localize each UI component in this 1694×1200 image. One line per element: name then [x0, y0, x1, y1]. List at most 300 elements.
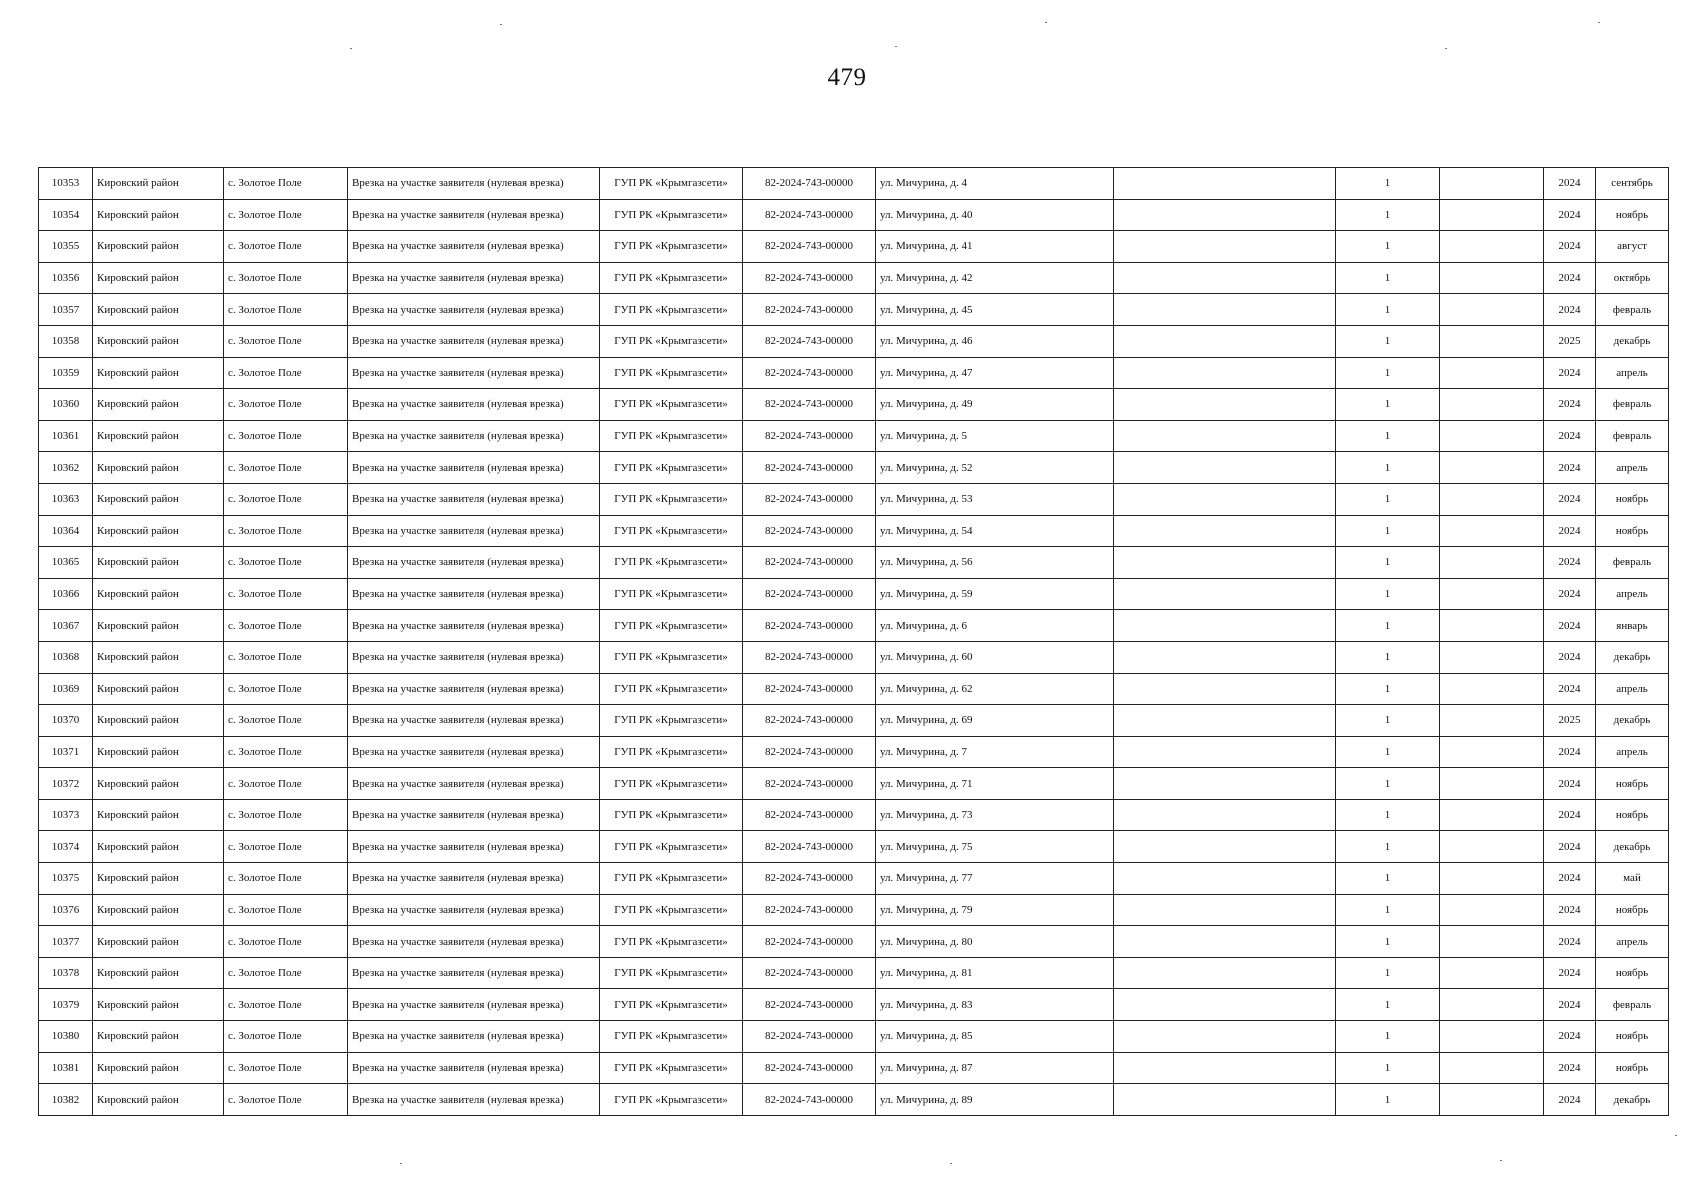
organization-cell: ГУП РК «Крымгазсети»: [600, 799, 743, 831]
organization-cell: ГУП РК «Крымгазсети»: [600, 452, 743, 484]
address-cell: ул. Мичурина, д. 71: [876, 768, 1114, 800]
organization-cell: ГУП РК «Крымгазсети»: [600, 325, 743, 357]
quantity-cell: 1: [1336, 705, 1440, 737]
work-type-cell: Врезка на участке заявителя (нулевая врезка): [348, 926, 600, 958]
code-cell: 82-2024-743-00000: [743, 547, 876, 579]
work-type-cell: Врезка на участке заявителя (нулевая врезка): [348, 1052, 600, 1084]
village-cell: с. Золотое Поле: [224, 926, 348, 958]
code-cell: 82-2024-743-00000: [743, 168, 876, 200]
organization-cell: ГУП РК «Крымгазсети»: [600, 389, 743, 421]
empty-cell: [1440, 926, 1544, 958]
district-cell: Кировский район: [93, 325, 224, 357]
work-type-cell: Врезка на участке заявителя (нулевая врезка): [348, 389, 600, 421]
empty-cell: [1440, 262, 1544, 294]
quantity-cell: 1: [1336, 1084, 1440, 1116]
empty-cell: [1440, 831, 1544, 863]
year-cell: 2024: [1544, 389, 1596, 421]
empty-cell: [1114, 1052, 1336, 1084]
village-cell: с. Золотое Поле: [224, 483, 348, 515]
quantity-cell: 1: [1336, 389, 1440, 421]
year-cell: 2024: [1544, 610, 1596, 642]
district-cell: Кировский район: [93, 547, 224, 579]
work-type-cell: Врезка на участке заявителя (нулевая врезка): [348, 673, 600, 705]
empty-cell: [1440, 957, 1544, 989]
quantity-cell: 1: [1336, 641, 1440, 673]
table-row: [39, 357, 1669, 389]
code-cell: 82-2024-743-00000: [743, 863, 876, 895]
scan-speck: [350, 48, 352, 49]
row-number-cell: 10361: [39, 420, 93, 452]
organization-cell: ГУП РК «Крымгазсети»: [600, 1084, 743, 1116]
month-cell: май: [1596, 863, 1669, 895]
year-cell: 2024: [1544, 1052, 1596, 1084]
row-number-cell: 10371: [39, 736, 93, 768]
address-cell: ул. Мичурина, д. 75: [876, 831, 1114, 863]
table-row: [39, 199, 1669, 231]
code-cell: 82-2024-743-00000: [743, 831, 876, 863]
empty-cell: [1114, 199, 1336, 231]
district-cell: Кировский район: [93, 894, 224, 926]
empty-cell: [1440, 168, 1544, 200]
village-cell: с. Золотое Поле: [224, 578, 348, 610]
district-cell: Кировский район: [93, 673, 224, 705]
district-cell: Кировский район: [93, 1021, 224, 1053]
table-row: [39, 1052, 1669, 1084]
organization-cell: ГУП РК «Крымгазсети»: [600, 863, 743, 895]
organization-cell: ГУП РК «Крымгазсети»: [600, 705, 743, 737]
row-number-cell: 10365: [39, 547, 93, 579]
month-cell: февраль: [1596, 389, 1669, 421]
table-row: [39, 736, 1669, 768]
table-row: [39, 294, 1669, 326]
address-cell: ул. Мичурина, д. 47: [876, 357, 1114, 389]
month-cell: апрель: [1596, 452, 1669, 484]
scan-speck: [1675, 1135, 1677, 1136]
district-cell: Кировский район: [93, 799, 224, 831]
district-cell: Кировский район: [93, 831, 224, 863]
village-cell: с. Золотое Поле: [224, 547, 348, 579]
quantity-cell: 1: [1336, 610, 1440, 642]
organization-cell: ГУП РК «Крымгазсети»: [600, 483, 743, 515]
quantity-cell: 1: [1336, 578, 1440, 610]
table-row: [39, 389, 1669, 421]
row-number-cell: 10373: [39, 799, 93, 831]
address-cell: ул. Мичурина, д. 73: [876, 799, 1114, 831]
district-cell: Кировский район: [93, 389, 224, 421]
district-cell: Кировский район: [93, 926, 224, 958]
month-cell: ноябрь: [1596, 799, 1669, 831]
district-cell: Кировский район: [93, 1084, 224, 1116]
row-number-cell: 10353: [39, 168, 93, 200]
address-cell: ул. Мичурина, д. 83: [876, 989, 1114, 1021]
empty-cell: [1114, 863, 1336, 895]
address-cell: ул. Мичурина, д. 42: [876, 262, 1114, 294]
year-cell: 2024: [1544, 547, 1596, 579]
row-number-cell: 10357: [39, 294, 93, 326]
district-cell: Кировский район: [93, 357, 224, 389]
district-cell: Кировский район: [93, 199, 224, 231]
work-type-cell: Врезка на участке заявителя (нулевая врезка): [348, 452, 600, 484]
month-cell: апрель: [1596, 736, 1669, 768]
scan-speck: [1598, 22, 1600, 23]
village-cell: с. Золотое Поле: [224, 294, 348, 326]
work-type-cell: Врезка на участке заявителя (нулевая врезка): [348, 1084, 600, 1116]
year-cell: 2024: [1544, 768, 1596, 800]
address-cell: ул. Мичурина, д. 49: [876, 389, 1114, 421]
code-cell: 82-2024-743-00000: [743, 926, 876, 958]
table-row: [39, 168, 1669, 200]
empty-cell: [1440, 199, 1544, 231]
empty-cell: [1440, 420, 1544, 452]
organization-cell: ГУП РК «Крымгазсети»: [600, 547, 743, 579]
organization-cell: ГУП РК «Крымгазсети»: [600, 610, 743, 642]
district-cell: Кировский район: [93, 231, 224, 263]
year-cell: 2024: [1544, 926, 1596, 958]
year-cell: 2024: [1544, 799, 1596, 831]
empty-cell: [1440, 1021, 1544, 1053]
organization-cell: ГУП РК «Крымгазсети»: [600, 1052, 743, 1084]
work-type-cell: Врезка на участке заявителя (нулевая врезка): [348, 231, 600, 263]
month-cell: апрель: [1596, 673, 1669, 705]
month-cell: декабрь: [1596, 325, 1669, 357]
district-cell: Кировский район: [93, 705, 224, 737]
table-row: [39, 1021, 1669, 1053]
work-type-cell: Врезка на участке заявителя (нулевая врезка): [348, 768, 600, 800]
year-cell: 2024: [1544, 578, 1596, 610]
quantity-cell: 1: [1336, 452, 1440, 484]
village-cell: с. Золотое Поле: [224, 831, 348, 863]
village-cell: с. Золотое Поле: [224, 231, 348, 263]
year-cell: 2024: [1544, 736, 1596, 768]
row-number-cell: 10369: [39, 673, 93, 705]
table-row: [39, 799, 1669, 831]
year-cell: 2024: [1544, 863, 1596, 895]
scan-speck: [1500, 1160, 1502, 1161]
organization-cell: ГУП РК «Крымгазсети»: [600, 736, 743, 768]
address-cell: ул. Мичурина, д. 62: [876, 673, 1114, 705]
empty-cell: [1114, 610, 1336, 642]
empty-cell: [1114, 926, 1336, 958]
table-row: [39, 831, 1669, 863]
organization-cell: ГУП РК «Крымгазсети»: [600, 262, 743, 294]
row-number-cell: 10354: [39, 199, 93, 231]
row-number-cell: 10368: [39, 641, 93, 673]
empty-cell: [1114, 547, 1336, 579]
year-cell: 2024: [1544, 294, 1596, 326]
empty-cell: [1440, 547, 1544, 579]
empty-cell: [1114, 989, 1336, 1021]
district-cell: Кировский район: [93, 1052, 224, 1084]
village-cell: с. Золотое Поле: [224, 957, 348, 989]
empty-cell: [1114, 515, 1336, 547]
village-cell: с. Золотое Поле: [224, 705, 348, 737]
month-cell: январь: [1596, 610, 1669, 642]
work-type-cell: Врезка на участке заявителя (нулевая врезка): [348, 294, 600, 326]
work-type-cell: Врезка на участке заявителя (нулевая врезка): [348, 831, 600, 863]
empty-cell: [1114, 641, 1336, 673]
year-cell: 2024: [1544, 673, 1596, 705]
village-cell: с. Золотое Поле: [224, 863, 348, 895]
scan-speck: [400, 1163, 402, 1164]
row-number-cell: 10381: [39, 1052, 93, 1084]
empty-cell: [1440, 1052, 1544, 1084]
table-row: [39, 325, 1669, 357]
quantity-cell: 1: [1336, 673, 1440, 705]
scan-speck: [1445, 48, 1447, 49]
address-cell: ул. Мичурина, д. 5: [876, 420, 1114, 452]
village-cell: с. Золотое Поле: [224, 768, 348, 800]
empty-cell: [1440, 325, 1544, 357]
district-cell: Кировский район: [93, 768, 224, 800]
empty-cell: [1440, 610, 1544, 642]
village-cell: с. Золотое Поле: [224, 262, 348, 294]
work-type-cell: Врезка на участке заявителя (нулевая врезка): [348, 641, 600, 673]
table-row: [39, 231, 1669, 263]
row-number-cell: 10355: [39, 231, 93, 263]
empty-cell: [1440, 673, 1544, 705]
empty-cell: [1114, 705, 1336, 737]
quantity-cell: 1: [1336, 294, 1440, 326]
month-cell: апрель: [1596, 926, 1669, 958]
month-cell: ноябрь: [1596, 199, 1669, 231]
year-cell: 2024: [1544, 641, 1596, 673]
quantity-cell: 1: [1336, 863, 1440, 895]
work-type-cell: Врезка на участке заявителя (нулевая врезка): [348, 957, 600, 989]
empty-cell: [1440, 1084, 1544, 1116]
code-cell: 82-2024-743-00000: [743, 389, 876, 421]
address-cell: ул. Мичурина, д. 80: [876, 926, 1114, 958]
empty-cell: [1114, 1021, 1336, 1053]
code-cell: 82-2024-743-00000: [743, 294, 876, 326]
code-cell: 82-2024-743-00000: [743, 894, 876, 926]
work-type-cell: Врезка на участке заявителя (нулевая врезка): [348, 863, 600, 895]
organization-cell: ГУП РК «Крымгазсети»: [600, 641, 743, 673]
row-number-cell: 10372: [39, 768, 93, 800]
month-cell: сентябрь: [1596, 168, 1669, 200]
quantity-cell: 1: [1336, 357, 1440, 389]
year-cell: 2025: [1544, 705, 1596, 737]
code-cell: 82-2024-743-00000: [743, 578, 876, 610]
address-cell: ул. Мичурина, д. 52: [876, 452, 1114, 484]
month-cell: ноябрь: [1596, 768, 1669, 800]
work-type-cell: Врезка на участке заявителя (нулевая врезка): [348, 799, 600, 831]
quantity-cell: 1: [1336, 736, 1440, 768]
table-row: [39, 1084, 1669, 1116]
organization-cell: ГУП РК «Крымгазсети»: [600, 989, 743, 1021]
row-number-cell: 10374: [39, 831, 93, 863]
empty-cell: [1114, 831, 1336, 863]
empty-cell: [1440, 863, 1544, 895]
scan-speck: [950, 1163, 952, 1164]
empty-cell: [1440, 989, 1544, 1021]
empty-cell: [1114, 483, 1336, 515]
year-cell: 2024: [1544, 957, 1596, 989]
table-row: [39, 863, 1669, 895]
empty-cell: [1114, 768, 1336, 800]
month-cell: февраль: [1596, 547, 1669, 579]
code-cell: 82-2024-743-00000: [743, 736, 876, 768]
quantity-cell: 1: [1336, 420, 1440, 452]
scan-speck: [500, 24, 502, 25]
address-cell: ул. Мичурина, д. 60: [876, 641, 1114, 673]
empty-cell: [1114, 452, 1336, 484]
address-cell: ул. Мичурина, д. 69: [876, 705, 1114, 737]
row-number-cell: 10362: [39, 452, 93, 484]
row-number-cell: 10363: [39, 483, 93, 515]
code-cell: 82-2024-743-00000: [743, 420, 876, 452]
work-type-cell: Врезка на участке заявителя (нулевая врезка): [348, 199, 600, 231]
scan-speck: [1045, 22, 1047, 23]
page-number: 479: [827, 64, 867, 91]
month-cell: ноябрь: [1596, 515, 1669, 547]
empty-cell: [1440, 705, 1544, 737]
code-cell: 82-2024-743-00000: [743, 610, 876, 642]
organization-cell: ГУП РК «Крымгазсети»: [600, 168, 743, 200]
quantity-cell: 1: [1336, 799, 1440, 831]
code-cell: 82-2024-743-00000: [743, 673, 876, 705]
organization-cell: ГУП РК «Крымгазсети»: [600, 768, 743, 800]
table-row: [39, 926, 1669, 958]
row-number-cell: 10370: [39, 705, 93, 737]
year-cell: 2024: [1544, 483, 1596, 515]
address-cell: ул. Мичурина, д. 6: [876, 610, 1114, 642]
year-cell: 2024: [1544, 1021, 1596, 1053]
month-cell: ноябрь: [1596, 894, 1669, 926]
organization-cell: ГУП РК «Крымгазсети»: [600, 231, 743, 263]
row-number-cell: 10375: [39, 863, 93, 895]
quantity-cell: 1: [1336, 325, 1440, 357]
code-cell: 82-2024-743-00000: [743, 989, 876, 1021]
year-cell: 2024: [1544, 357, 1596, 389]
address-cell: ул. Мичурина, д. 45: [876, 294, 1114, 326]
table-row: [39, 420, 1669, 452]
row-number-cell: 10367: [39, 610, 93, 642]
empty-cell: [1114, 389, 1336, 421]
month-cell: ноябрь: [1596, 957, 1669, 989]
year-cell: 2024: [1544, 262, 1596, 294]
empty-cell: [1440, 578, 1544, 610]
village-cell: с. Золотое Поле: [224, 736, 348, 768]
year-cell: 2024: [1544, 989, 1596, 1021]
work-type-cell: Врезка на участке заявителя (нулевая врезка): [348, 357, 600, 389]
code-cell: 82-2024-743-00000: [743, 768, 876, 800]
organization-cell: ГУП РК «Крымгазсети»: [600, 199, 743, 231]
month-cell: декабрь: [1596, 641, 1669, 673]
quantity-cell: 1: [1336, 483, 1440, 515]
month-cell: февраль: [1596, 420, 1669, 452]
empty-cell: [1440, 357, 1544, 389]
village-cell: с. Золотое Поле: [224, 1052, 348, 1084]
quantity-cell: 1: [1336, 926, 1440, 958]
year-cell: 2025: [1544, 325, 1596, 357]
year-cell: 2024: [1544, 831, 1596, 863]
year-cell: 2024: [1544, 231, 1596, 263]
table-row: [39, 578, 1669, 610]
table-row: [39, 547, 1669, 579]
village-cell: с. Золотое Поле: [224, 610, 348, 642]
village-cell: с. Золотое Поле: [224, 1021, 348, 1053]
address-cell: ул. Мичурина, д. 7: [876, 736, 1114, 768]
organization-cell: ГУП РК «Крымгазсети»: [600, 957, 743, 989]
district-cell: Кировский район: [93, 863, 224, 895]
district-cell: Кировский район: [93, 420, 224, 452]
village-cell: с. Золотое Поле: [224, 357, 348, 389]
work-type-cell: Врезка на участке заявителя (нулевая врезка): [348, 483, 600, 515]
empty-cell: [1114, 231, 1336, 263]
village-cell: с. Золотое Поле: [224, 673, 348, 705]
row-number-cell: 10360: [39, 389, 93, 421]
month-cell: ноябрь: [1596, 483, 1669, 515]
organization-cell: ГУП РК «Крымгазсети»: [600, 894, 743, 926]
address-cell: ул. Мичурина, д. 40: [876, 199, 1114, 231]
empty-cell: [1114, 262, 1336, 294]
year-cell: 2024: [1544, 420, 1596, 452]
table-row: [39, 641, 1669, 673]
work-type-cell: Врезка на участке заявителя (нулевая врезка): [348, 989, 600, 1021]
row-number-cell: 10379: [39, 989, 93, 1021]
table-row: [39, 957, 1669, 989]
quantity-cell: 1: [1336, 1021, 1440, 1053]
village-cell: с. Золотое Поле: [224, 641, 348, 673]
address-cell: ул. Мичурина, д. 77: [876, 863, 1114, 895]
district-cell: Кировский район: [93, 452, 224, 484]
row-number-cell: 10359: [39, 357, 93, 389]
work-type-cell: Врезка на участке заявителя (нулевая врезка): [348, 705, 600, 737]
empty-cell: [1114, 1084, 1336, 1116]
empty-cell: [1440, 799, 1544, 831]
district-cell: Кировский район: [93, 641, 224, 673]
code-cell: 82-2024-743-00000: [743, 357, 876, 389]
table-body: [39, 168, 1669, 1116]
empty-cell: [1440, 389, 1544, 421]
table-row: [39, 515, 1669, 547]
row-number-cell: 10366: [39, 578, 93, 610]
row-number-cell: 10364: [39, 515, 93, 547]
village-cell: с. Золотое Поле: [224, 515, 348, 547]
row-number-cell: 10382: [39, 1084, 93, 1116]
quantity-cell: 1: [1336, 957, 1440, 989]
month-cell: декабрь: [1596, 1084, 1669, 1116]
quantity-cell: 1: [1336, 168, 1440, 200]
year-cell: 2024: [1544, 168, 1596, 200]
table-row: [39, 483, 1669, 515]
row-number-cell: 10377: [39, 926, 93, 958]
work-type-cell: Врезка на участке заявителя (нулевая врезка): [348, 578, 600, 610]
empty-cell: [1440, 483, 1544, 515]
address-cell: ул. Мичурина, д. 53: [876, 483, 1114, 515]
table-row: [39, 452, 1669, 484]
district-cell: Кировский район: [93, 610, 224, 642]
code-cell: 82-2024-743-00000: [743, 231, 876, 263]
row-number-cell: 10380: [39, 1021, 93, 1053]
district-cell: Кировский район: [93, 578, 224, 610]
work-type-cell: Врезка на участке заявителя (нулевая врезка): [348, 325, 600, 357]
code-cell: 82-2024-743-00000: [743, 199, 876, 231]
district-cell: Кировский район: [93, 262, 224, 294]
village-cell: с. Золотое Поле: [224, 420, 348, 452]
empty-cell: [1114, 673, 1336, 705]
year-cell: 2024: [1544, 1084, 1596, 1116]
year-cell: 2024: [1544, 452, 1596, 484]
empty-cell: [1440, 515, 1544, 547]
work-type-cell: Врезка на участке заявителя (нулевая врезка): [348, 515, 600, 547]
code-cell: 82-2024-743-00000: [743, 325, 876, 357]
district-cell: Кировский район: [93, 989, 224, 1021]
year-cell: 2024: [1544, 894, 1596, 926]
row-number-cell: 10356: [39, 262, 93, 294]
row-number-cell: 10376: [39, 894, 93, 926]
table-row: [39, 768, 1669, 800]
